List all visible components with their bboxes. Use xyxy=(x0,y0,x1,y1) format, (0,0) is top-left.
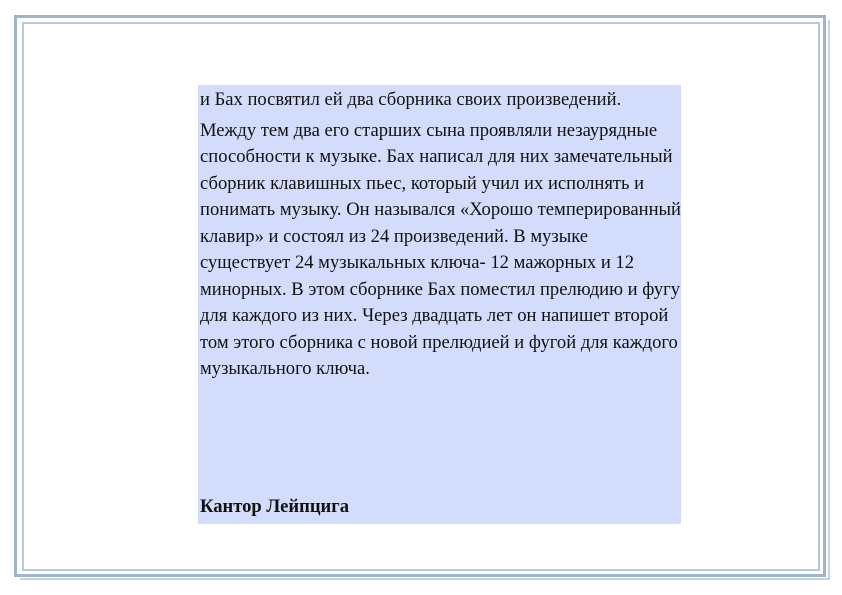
text-box xyxy=(198,85,681,524)
paragraph-main: Между тем два его старших сына проявляли незаурядные способности к музыке. Бах написал для них замечательный сборник клавишных пьес, который учил их исполнять и понимать музыку. Он назывался «Хорошо темперированный клавир» и состоял из 24 произведений. В музыке существует 24 музыкальных ключа- 12 мажорных и 12 минорных. В этом сборнике Бах поместил прелюдию и фугу для каждого из них. Через двадцать лет он напишет второй том этого сборника с новой прелюдией и фугой для каждого музыкального ключа. xyxy=(200,119,681,379)
section-heading: Кантор Лейпцига xyxy=(200,496,349,517)
paragraph-intro: и Бах посвятил ей два сборника своих произведений. xyxy=(200,89,622,110)
